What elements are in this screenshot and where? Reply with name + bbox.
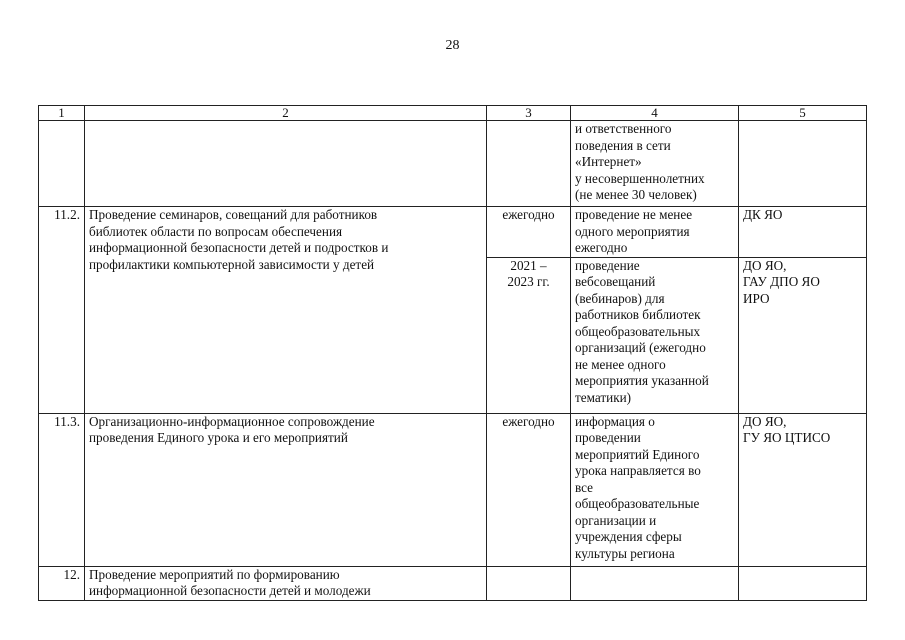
period — [487, 566, 571, 600]
column-header: 4 — [571, 106, 739, 121]
column-header: 3 — [487, 106, 571, 121]
executor: ДК ЯО — [739, 207, 867, 258]
expected-result: информация о проведении мероприятий Единого урока направляется во все общеобразовательные организации и учреждения сферы культуры региона — [571, 413, 739, 566]
activity-name: Проведение мероприятий по формированию информационной безопасности детей и молодежи — [85, 566, 487, 600]
column-header: 5 — [739, 106, 867, 121]
expected-result: и ответственного поведения в сети «Интернет» у несовершеннолетних (не менее 30 человек) — [571, 121, 739, 207]
activity-name — [85, 121, 487, 207]
table-row — [39, 121, 867, 207]
expected-result: проведение не менее одного мероприятия ежегодно — [571, 207, 739, 258]
expected-result: проведение вебсовещаний (вебинаров) для работников библиотек общеобразовательных организаций (ежегодно не менее одного мероприятия указанной тематики) — [571, 257, 739, 413]
page-number: 28 — [445, 38, 460, 53]
activity-name: Проведение семинаров, совещаний для работников библиотек области по вопросам обеспечения информационной безопасности детей и подростков и профилактики компьютерной зависимости у детей — [85, 207, 487, 414]
column-header: 2 — [85, 106, 487, 121]
row-number: 11.3. — [39, 413, 85, 566]
table-row — [39, 566, 867, 600]
executor: ДО ЯО, ГУ ЯО ЦТИСО — [739, 413, 867, 566]
period — [487, 121, 571, 207]
table-row — [39, 413, 867, 566]
table-header-row — [39, 106, 867, 121]
expected-result — [571, 566, 739, 600]
row-number: 12. — [39, 566, 85, 600]
executor: ДО ЯО, ГАУ ДПО ЯО ИРО — [739, 257, 867, 413]
activity-name: Организационно-информационное сопровождение проведения Единого урока и его мероприятий — [85, 413, 487, 566]
table-row — [39, 207, 867, 258]
row-number — [39, 121, 85, 207]
executor — [739, 566, 867, 600]
period: ежегодно — [487, 207, 571, 258]
period: ежегодно — [487, 413, 571, 566]
period: 2021 – 2023 гг. — [487, 257, 571, 413]
row-number: 11.2. — [39, 207, 85, 414]
plan-table — [38, 105, 867, 601]
column-header: 1 — [39, 106, 85, 121]
executor — [739, 121, 867, 207]
